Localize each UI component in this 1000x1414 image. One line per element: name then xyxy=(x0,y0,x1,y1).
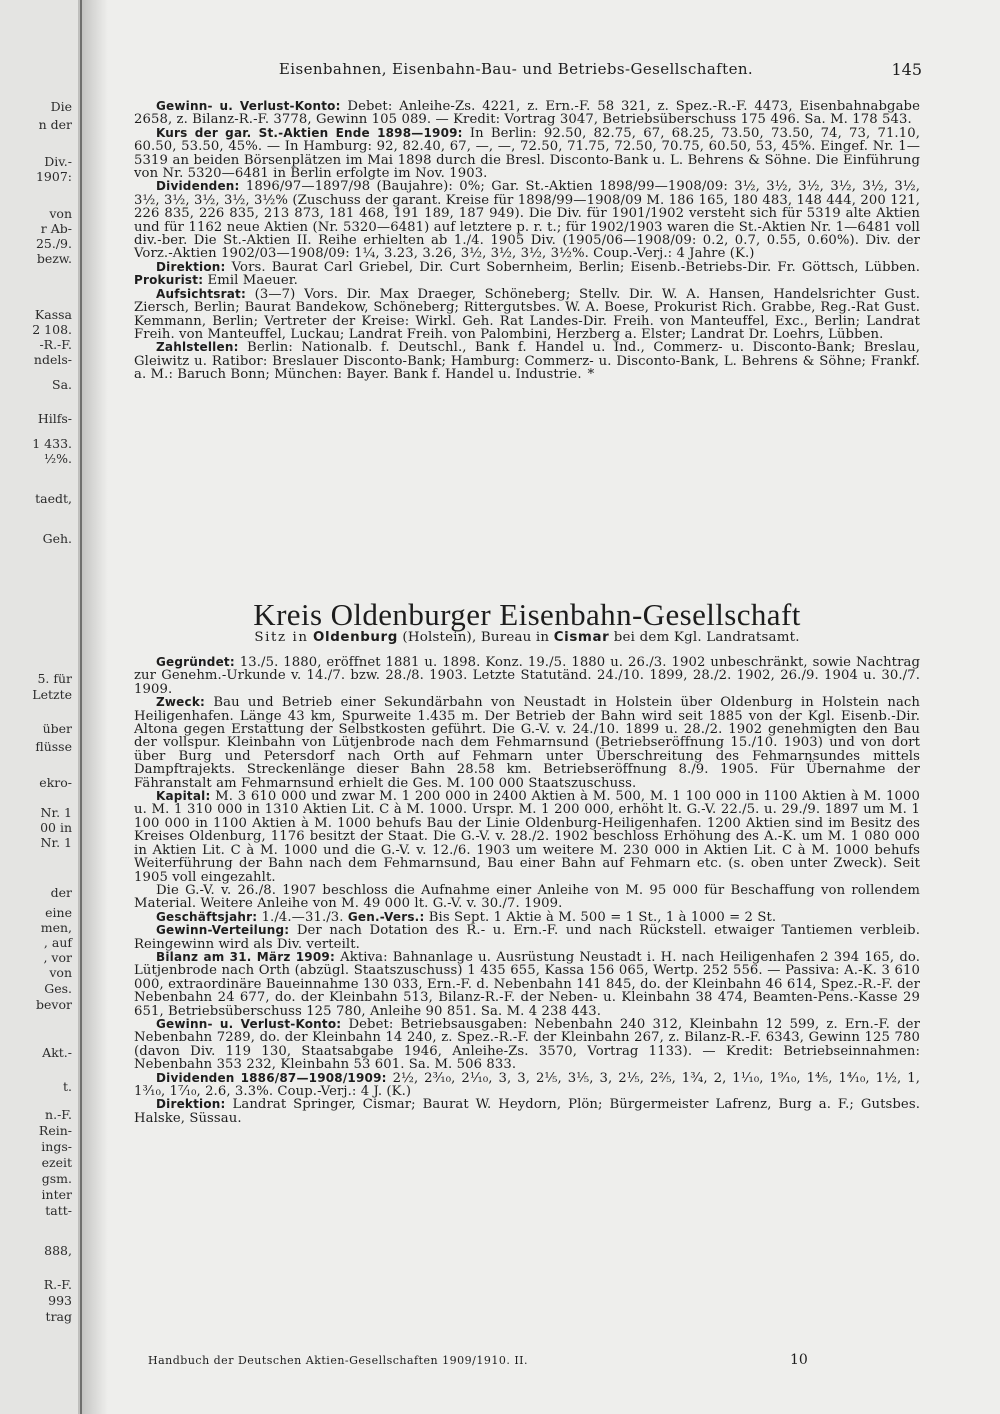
left-page-fragment: n.-F. xyxy=(45,1107,72,1122)
left-page-fragment: Letzte xyxy=(32,687,72,702)
sitz-prefix: Sitz in xyxy=(254,630,309,645)
anleihe-paragraph xyxy=(134,884,920,911)
gegr-paragraph xyxy=(134,656,920,696)
gewv-label: Gewinn-Verteilung: xyxy=(156,923,290,938)
prev-div-text: 1896/97—1897/98 (Baujahre): 0%; Gar. St.-Aktien 1898/99—1908/09: 3½, 3½, 3½, 3½, 3½, 3½, 3½, 3½, 3½, 3½, 3½% (Zuschuss der garant. Kreise für 1898/99—1908/09 M. 186 165, 180 483, 148 444, 200 121, 226 835, 226 835, 213 873, 181 468, 191 189, 187 949). Die Div. für 1901/1902 versteht sich für 5319 alte Aktien und für 1162 neue Aktien (Nr. 5320—6481) auf letztere p. r. t.; für 1902/1903 waren die St.-Aktien Nr. 1—6481 voll div.-ber. Die St.-Aktien II. Reihe erhielten ab 1./4. 1905 Div. (1905/06—1908/09: 0.2, 0.7, 0.55, 0.60%). Div. der Vorz.-Aktien 1902/03—1908/09: 1¼, 3.23, 3.26, 3½, 3½, 3½, 3½%. Coup.-Verj.: 4 Jahre (K.) xyxy=(134,179,920,262)
left-page-fragment: Ges. xyxy=(44,981,72,996)
dir-label: Direktion: xyxy=(156,1097,226,1112)
left-page-fragment: 888, xyxy=(44,1243,72,1258)
zweck-label: Zweck: xyxy=(156,695,206,710)
dir-paragraph xyxy=(134,1098,920,1125)
bilanz-paragraph xyxy=(134,951,920,1018)
left-page-fragment: inter xyxy=(41,1187,72,1202)
page-header xyxy=(110,60,922,80)
prev-zs-paragraph xyxy=(134,341,920,381)
left-page-fragment: ings- xyxy=(41,1139,72,1154)
left-page-fragment: 00 in xyxy=(40,820,72,835)
prev-ar-label: Aufsichtsrat: xyxy=(156,286,246,301)
left-page-fragment: Die xyxy=(50,99,72,114)
left-page-fragment: über xyxy=(42,721,72,736)
left-page-fragment: 5. für xyxy=(37,671,72,686)
page-number: 145 xyxy=(891,60,922,79)
sitz-office: Cismar xyxy=(553,630,610,645)
left-page-fragment: tatt- xyxy=(45,1203,72,1218)
left-page-fragment: Kassa xyxy=(34,307,72,322)
left-page-fragment: Akt.- xyxy=(42,1045,72,1060)
kapital-paragraph xyxy=(134,790,920,884)
zweck-paragraph xyxy=(134,696,920,790)
gj-gv-paragraph xyxy=(134,911,920,924)
guv-paragraph xyxy=(134,1018,920,1072)
left-page-fragment: ½%. xyxy=(44,451,72,466)
div-text: 2½, 2³⁄₁₀, 2¹⁄₁₀, 3, 3, 2¹⁄₅, 3¹⁄₅, 3, 2¹⁄₅, 2²⁄₅, 1³⁄₄, 2, 1¹⁄₁₀, 1⁹⁄₁₀, 1⁴⁄₅, 1⁴⁄₁₀, 1½, 1, 1³⁄₁₀, 1⁷⁄₁₀, 2.6, 3.3%. Coup.-Verj.: 4 J. (K.) xyxy=(134,1070,920,1099)
left-page-fragment: 1907: xyxy=(35,169,72,184)
prev-zs-text: Berlin: Nationalb. f. Deutschl., Bank f. Handel u. Ind., Commerz- u. Disconto-Bank; Breslau, Gleiwitz u. Ratibor: Breslauer Disconto-Bank; Hamburg: Commerz- u. Disconto-Bank, L. Behrens & Söhne; Frankf. a. M.: Baruch Bonn; München: Bayer. Bank f. Handel u. Industrie. xyxy=(134,340,920,383)
company-seat-line xyxy=(134,630,920,645)
end-mark: * xyxy=(587,367,595,383)
left-page-fragment: t. xyxy=(63,1079,72,1094)
left-page-fragment: 993 xyxy=(48,1293,72,1308)
page-footer: Handbuch der Deutschen Aktien-Gesellschaften 1909/1910. II. xyxy=(148,1354,529,1367)
left-page-fragment: bevor xyxy=(36,997,72,1012)
left-page-fragment: Div.- xyxy=(44,154,72,169)
bilanz-label: Bilanz am 31. März 1909: xyxy=(156,949,335,964)
sitz-middle: (Holstein), Bureau in xyxy=(402,630,550,645)
gv-text: Bis Sept. 1 Aktie à M. 500 = 1 St., 1 à 1000 = 2 St. xyxy=(428,909,777,925)
left-page-fragment: von xyxy=(49,965,72,980)
left-page-fragment: trag xyxy=(45,1309,72,1324)
company-entry xyxy=(134,656,920,1125)
page-gutter xyxy=(78,0,108,1414)
left-page-fragment: Geh. xyxy=(42,531,72,546)
company-title: Kreis Oldenburger Eisenbahn-Gesellschaft xyxy=(253,597,801,632)
gj-text: 1./4.—31./3. xyxy=(261,909,344,925)
prev-gv-text: Debet: Anleihe-Zs. 4221, z. Ern.-F. 58 321, z. Spez.-R.-F. 4473, Eisenbahnabgabe 2658, z. Bilanz-R.-F. 3778, Gewinn 105 089. — Kredit: Vortrag 3047, Betriebsüberschuss 175 496. Sa. M. 178 543. xyxy=(134,99,921,128)
prev-dir-label: Direktion: xyxy=(156,259,226,274)
zweck-text: Bau und Betrieb einer Sekundärbahn von Neustadt in Holstein über Oldenburg in Holstein nach Heiligenhafen. Länge 43 km, Spurweite 1.435 m. Der Betrieb der Bahn wird seit 1885 von der Kgl. Eisenb.-Dir. Altona gegen Erstattung der Selbstkosten geführt. Die G.-V. v. 24./10. 1899 u. 28./2. 1902 genehmigten den Bau der vollspur. Kleinbahn von Lütjenbrode nach dem Fehmarnsund (Betriebseröffnung 15./10. 1903) und von dort über Burg und Petersdorf nach Orth auf Fehmarn unter Überschreitung des Fehmarnsundes mittels Dampftrajekts. Streckenlänge dieser Bahn 28.58 km. Betriebseröffnung 8./9. 1905. Für Übernahme der Fähranstalt am Fehmarnsund erhielt die Ges. M. 100 000 Staatszuschuss. xyxy=(134,695,920,791)
gj-label: Geschäftsjahr: xyxy=(156,909,258,924)
left-page-fragment: Sa. xyxy=(52,377,72,392)
prev-ar-text: (3—7) Vors. Dir. Max Draeger, Schöneberg; Stellv. Dir. W. A. Hansen, Handelsrichter Gust. Ziersch, Berlin; Baurat Bandekow, Schöneberg; Rittergutsbes. W. A. Boese, Prokurist Rich. Grabbe, Reg.-Rat Gust. Kemmann, Berlin; Vertreter der Kreise: Wirkl. Geh. Rat Landes-Dir. Freih. von Manteuffel, Exc., Berlin; Landrat Freih. von Manteuffel, Luckau; Landrat Freih. von Palombini, Herzberg a. Elster; Landrat Dr. Loehrs, Lübben. xyxy=(134,286,920,342)
left-page-fragment: Nr. 1 xyxy=(40,835,72,850)
left-page-fragment: ezeit xyxy=(41,1155,72,1170)
left-page-fragment: flüsse xyxy=(35,739,72,754)
prev-prok-label: Prokurist: xyxy=(134,273,204,288)
left-page-fragment: 2 108. xyxy=(32,322,72,337)
left-page-fragment: eine xyxy=(45,905,72,920)
left-page-fragment: ekro- xyxy=(39,775,72,790)
prev-kurs-text: In Berlin: 92.50, 82.75, 67, 68.25, 73.50, 73.50, 74, 73, 71.10, 60.50, 53.50, 45%. — In Hamburg: 92, 82.40, 67, —, —, 72.50, 71.75, 72.50, 70.75, 60.50, 53, 45%. Eingef. Nr. 1—5319 an beiden Börsenplätzen im Mai 1898 durch die Bresl. Disconto-Bank u. L. Behrens & Söhne. Die Einführung von Nr. 5320—6481 in Berlin erfolgte im Nov. 1903. xyxy=(134,125,921,182)
page-fold-line xyxy=(80,0,82,1414)
prev-div-label: Dividenden: xyxy=(156,179,240,194)
running-head: Eisenbahnen, Eisenbahn-Bau- und Betriebs-Gesellschaften. xyxy=(278,60,754,78)
left-page-fragment: r Ab- xyxy=(40,221,72,236)
div-label: Dividenden 1886/87—1908/1909: xyxy=(156,1070,387,1085)
gegr-text: 13./5. 1880, eröffnet 1881 u. 1898. Konz. 19./5. 1880 u. 26./3. 1902 unbeschränkt, sowie Nachtrag zur Genehm.-Urkunde v. 14./7. bzw. 28./8. 1903. Letzte Statutänd. 24./10. 1899, 28./2. 1902, 26./9. 1904 u. 30./7. 1909. xyxy=(134,655,920,697)
gewv-text: Der nach Dotation des R.- u. Ern.-F. und nach Rückstell. etwaiger Tantiemen verbleib. Reingewinn wird als Div. verteilt. xyxy=(134,923,920,952)
gegr-label: Gegründet: xyxy=(156,655,235,669)
left-page-fragment: der xyxy=(50,885,72,900)
left-page-fragment: n der xyxy=(38,117,72,132)
prev-prok-text: Emil Maeuer. xyxy=(207,273,298,289)
left-page-fragment: Nr. 1 xyxy=(40,805,72,820)
left-page-fragment: Rein- xyxy=(38,1123,72,1138)
dir-text: Landrat Springer, Cismar; Baurat W. Heydorn, Plön; Bürgermeister Lafrenz, Burg a. F.; Gutsbes. Halske, Süssau. xyxy=(134,1097,920,1126)
left-page-fragment: 25./9. xyxy=(35,236,72,251)
kapital-text: M. 3 610 000 und zwar M. 1 200 000 in 2400 Aktien à M. 500, M. 1 100 000 in 1100 Aktien à M. 1000 u. M. 1 310 000 in 1310 Aktien Lit. C à M. 1000. Urspr. M. 1 200 000, erhöht lt. G.-V. 22./5. u. 29./9. 1897 um M. 1 100 000 in 1100 Aktien à M. 1000 behufs Bau der Linie Oldenburg-Heiligenhafen. 1200 Aktien sind im Besitz des Kreises Oldenburg, 1176 besitzt der Staat. Die G.-V. v. 28./2. 1902 beschloss Erhöhung des A.-K. um M. 1 080 000 in Aktien Lit. C à M. 1000 und die G.-V. v. 12./6. 1903 um weitere M. 230 000 in Aktien Lit. C à M. 1000 behufs Weiterführung der Bahn nach dem Fehmarnsund, Bau einer Bahn auf Fehmarn etc. (s. oben unter Zweck). Seit 1905 voll eingezahlt. xyxy=(134,789,920,885)
div-paragraph xyxy=(134,1072,920,1099)
guv-text: Debet: Betriebsausgaben: Nebenbahn 240 312, Kleinbahn 12 599, z. Ern.-F. der Nebenbahn 7289, do. der Kleinbahn 14 240, z. Spez.-R.-F. der Kleinbahn 267, z. Bilanz-R.-F. 6343, Gewinn 125 780 (davon Div. 119 130, Staatsabgabe 1946, Anleihe-Zs. 3570, Vortrag 1133). — Kredit: Betriebseinnahmen: Nebenbahn 353 232, Kleinbahn 53 601. Sa. M. 506 833. xyxy=(134,1016,920,1073)
sitz-city: Oldenburg xyxy=(313,630,398,645)
left-page-fragment: 1 433. xyxy=(32,436,72,451)
prev-kurs-label: Kurs der gar. St.-Aktien Ende 1898—1909: xyxy=(156,125,463,140)
left-page-fragment: bezw. xyxy=(36,251,72,266)
prev-gv-paragraph xyxy=(134,100,920,127)
guv-label: Gewinn- u. Verlust-Konto: xyxy=(156,1016,342,1031)
left-page-fragment: , auf xyxy=(43,935,72,950)
left-page-fragment: R.-F. xyxy=(43,1277,72,1292)
prev-ar-paragraph xyxy=(134,288,920,342)
gv-label: Gen.-Vers.: xyxy=(347,909,425,924)
prev-gv-label: Gewinn- u. Verlust-Konto: xyxy=(156,99,341,113)
bilanz-text: Aktiva: Bahnanlage u. Ausrüstung Neustadt i. H. nach Heiligenhafen 2 394 165, do. Lütjenbrode nach Orth (abzügl. Staatszuschuss) 1 435 655, Kassa 156 065, Wertp. 252 556. — Passiva: A.-K. 3 610 000, extraordinäre Baueinnahme 130 033, Ern.-F. d. Nebenbahn 141 845, do. der Kleinbahn 46 614, Spez.-R.-F. der Nebenbahn 24 677, do. der Kleinbahn 513, Bilanz-R.-F. der Neben- u. Kleinbahn 38 474, Beamten-Pens.-Kasse 29 651, Betriebsüberschuss 125 780, Anleihe 90 851. Sa. M. 4 238 443. xyxy=(134,949,920,1019)
left-page-fragment: taedt, xyxy=(35,491,72,506)
prev-kurs-paragraph xyxy=(134,127,920,181)
left-page-fragment: , vor xyxy=(43,950,72,965)
left-page-strip xyxy=(0,0,78,1414)
prev-company-entry xyxy=(134,100,920,382)
left-page-fragment: gsm. xyxy=(41,1171,72,1186)
prev-div-paragraph xyxy=(134,180,920,260)
left-page-fragment: -R.-F. xyxy=(39,337,72,352)
prev-dir-paragraph xyxy=(134,261,920,288)
gewv-paragraph xyxy=(134,924,920,951)
left-page-fragment: Hilfs- xyxy=(37,411,72,426)
left-page-fragment: von xyxy=(49,206,72,221)
anleihe-text: Die G.-V. v. 26./8. 1907 beschloss die Aufnahme einer Anleihe von M. 95 000 für Beschaffung von rollendem Material. Weitere Anleihe von M. 49 000 lt. G.-V. v. 30./7. 1909. xyxy=(134,882,920,912)
signature-mark: 10 xyxy=(790,1352,808,1368)
left-page-fragment: men, xyxy=(40,920,72,935)
prev-zs-label: Zahlstellen: xyxy=(156,340,239,355)
kapital-label: Kapital: xyxy=(156,789,211,804)
prev-dir-text: Vors. Baurat Carl Griebel, Dir. Curt Sobernheim, Berlin; Eisenb.-Betriebs-Dir. Fr. Göttsch, Lübben. xyxy=(231,259,920,275)
left-page-fragment: ndels- xyxy=(33,352,72,367)
sitz-suffix: bei dem Kgl. Landratsamt. xyxy=(613,630,800,645)
